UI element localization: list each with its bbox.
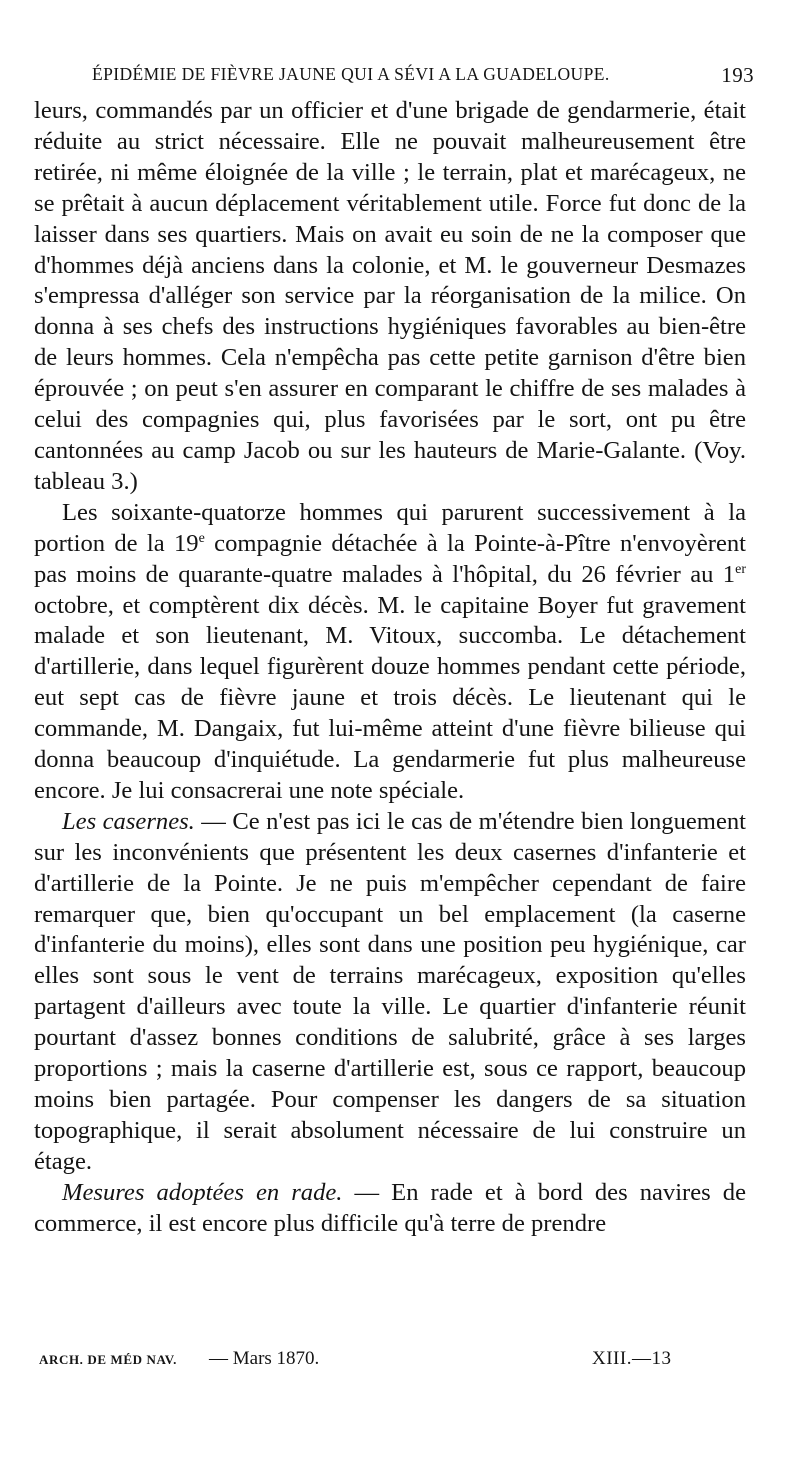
footer-signature: XIII.—13 — [592, 1348, 672, 1369]
page-footer — [34, 1346, 746, 1376]
body-text — [34, 96, 746, 1240]
paragraph-2 — [34, 498, 746, 807]
running-title: ÉPIDÉMIE DE FIÈVRE JAUNE QUI A SÉVI A LA GUADELOUPE. — [92, 64, 610, 84]
ordinal-superscript: e — [198, 530, 205, 546]
paragraph-1: leurs, commandés par un officier et d'une brigade de gendarmerie, était réduite au strict nécessaire. Elle ne pouvait malheureusement être retirée, ni même éloignée de la ville ; le terrain, plat et marécageux, ne se prêtait à aucun déplacement véritablement utile. Force fut donc de la laisser dans ses quartiers. Mais on avait eu soin de ne la composer que d'hommes déjà anciens dans la colonie, et M. le gouverneur Desmazes s'empressa d'alléger son service par la réorganisation de la milice. On donna à ses chefs des instructions hygiéniques favorables au bien-être de leurs hommes. Cela n'empêcha pas cette petite garnison d'être bien éprouvée ; on peut s'en assurer en comparant le chiffre de ses malades à celui des compagnies qui, plus favorisées par le sort, ont pu être cantonnées au camp Jacob ou sur les hauteurs de Marie-Galante. (Voy. tableau 3.) — [34, 97, 746, 495]
section-heading-mesures: Mesures adoptées en rade. — [62, 1178, 343, 1206]
section-heading-casernes: Les casernes. — [62, 807, 195, 835]
paragraph-2-part-1: Les soixante-quatorze hommes qui parurent successivement à la portion de la 19 — [34, 498, 746, 557]
ordinal-superscript: er — [735, 561, 746, 577]
running-header — [34, 58, 754, 90]
document-page — [34, 58, 754, 1418]
footer-date: — Mars 1870. — [209, 1348, 320, 1369]
footer-journal: ARCH. DE MÉD NAV. — [39, 1352, 177, 1367]
paragraph-3-text: — Ce n'est pas ici le cas de m'étendre bien longuement sur les inconvénients que présentent les deux casernes d'infanterie et d'artillerie de la Pointe. Je ne puis m'empêcher cependant de faire remarquer que, bien qu'occupant un bel emplacement (la caserne d'infanterie du moins), elles sont dans une position peu hygiénique, car elles sont sous le vent de terrains marécageux, exposition qu'elles partagent d'ailleurs avec toute la ville. Le quartier d'infanterie réunit pourtant d'assez bonnes conditions de salubrité, grâce à ses larges proportions ; mais la caserne d'artillerie est, sous ce rapport, beaucoup moins bien partagée. Pour compenser les dangers de sa situation topographique, il serait absolument nécessaire de lui construire un étage. — [34, 807, 746, 1175]
paragraph-3 — [34, 807, 746, 1178]
paragraph-4 — [34, 1178, 746, 1240]
paragraph-2-part-2: compagnie détachée à la Pointe-à-Pître n'envoyèrent pas moins de quarante-quatre malades à l'hôpital, du 26 février au 1 — [34, 529, 746, 588]
paragraph-4-text: — En rade et à bord des navires de commerce, il est encore plus difficile qu'à terre de prendre — [34, 1178, 746, 1237]
page-number: 193 — [721, 63, 754, 87]
paragraph-2-part-3: octobre, et comptèrent dix décès. M. le capitaine Boyer fut gravement malade et son lieutenant, M. Vitoux, succomba. Le détachement d'artillerie, dans lequel figurèrent douze hommes pendant cette période, eut sept cas de fièvre jaune et trois décès. Le lieutenant qui le commande, M. Dangaix, fut lui-même atteint d'une fièvre bilieuse qui donna beaucoup d'inquiétude. La gendarmerie fut plus malheureuse encore. Je lui consacrerai une note spéciale. — [34, 591, 746, 804]
